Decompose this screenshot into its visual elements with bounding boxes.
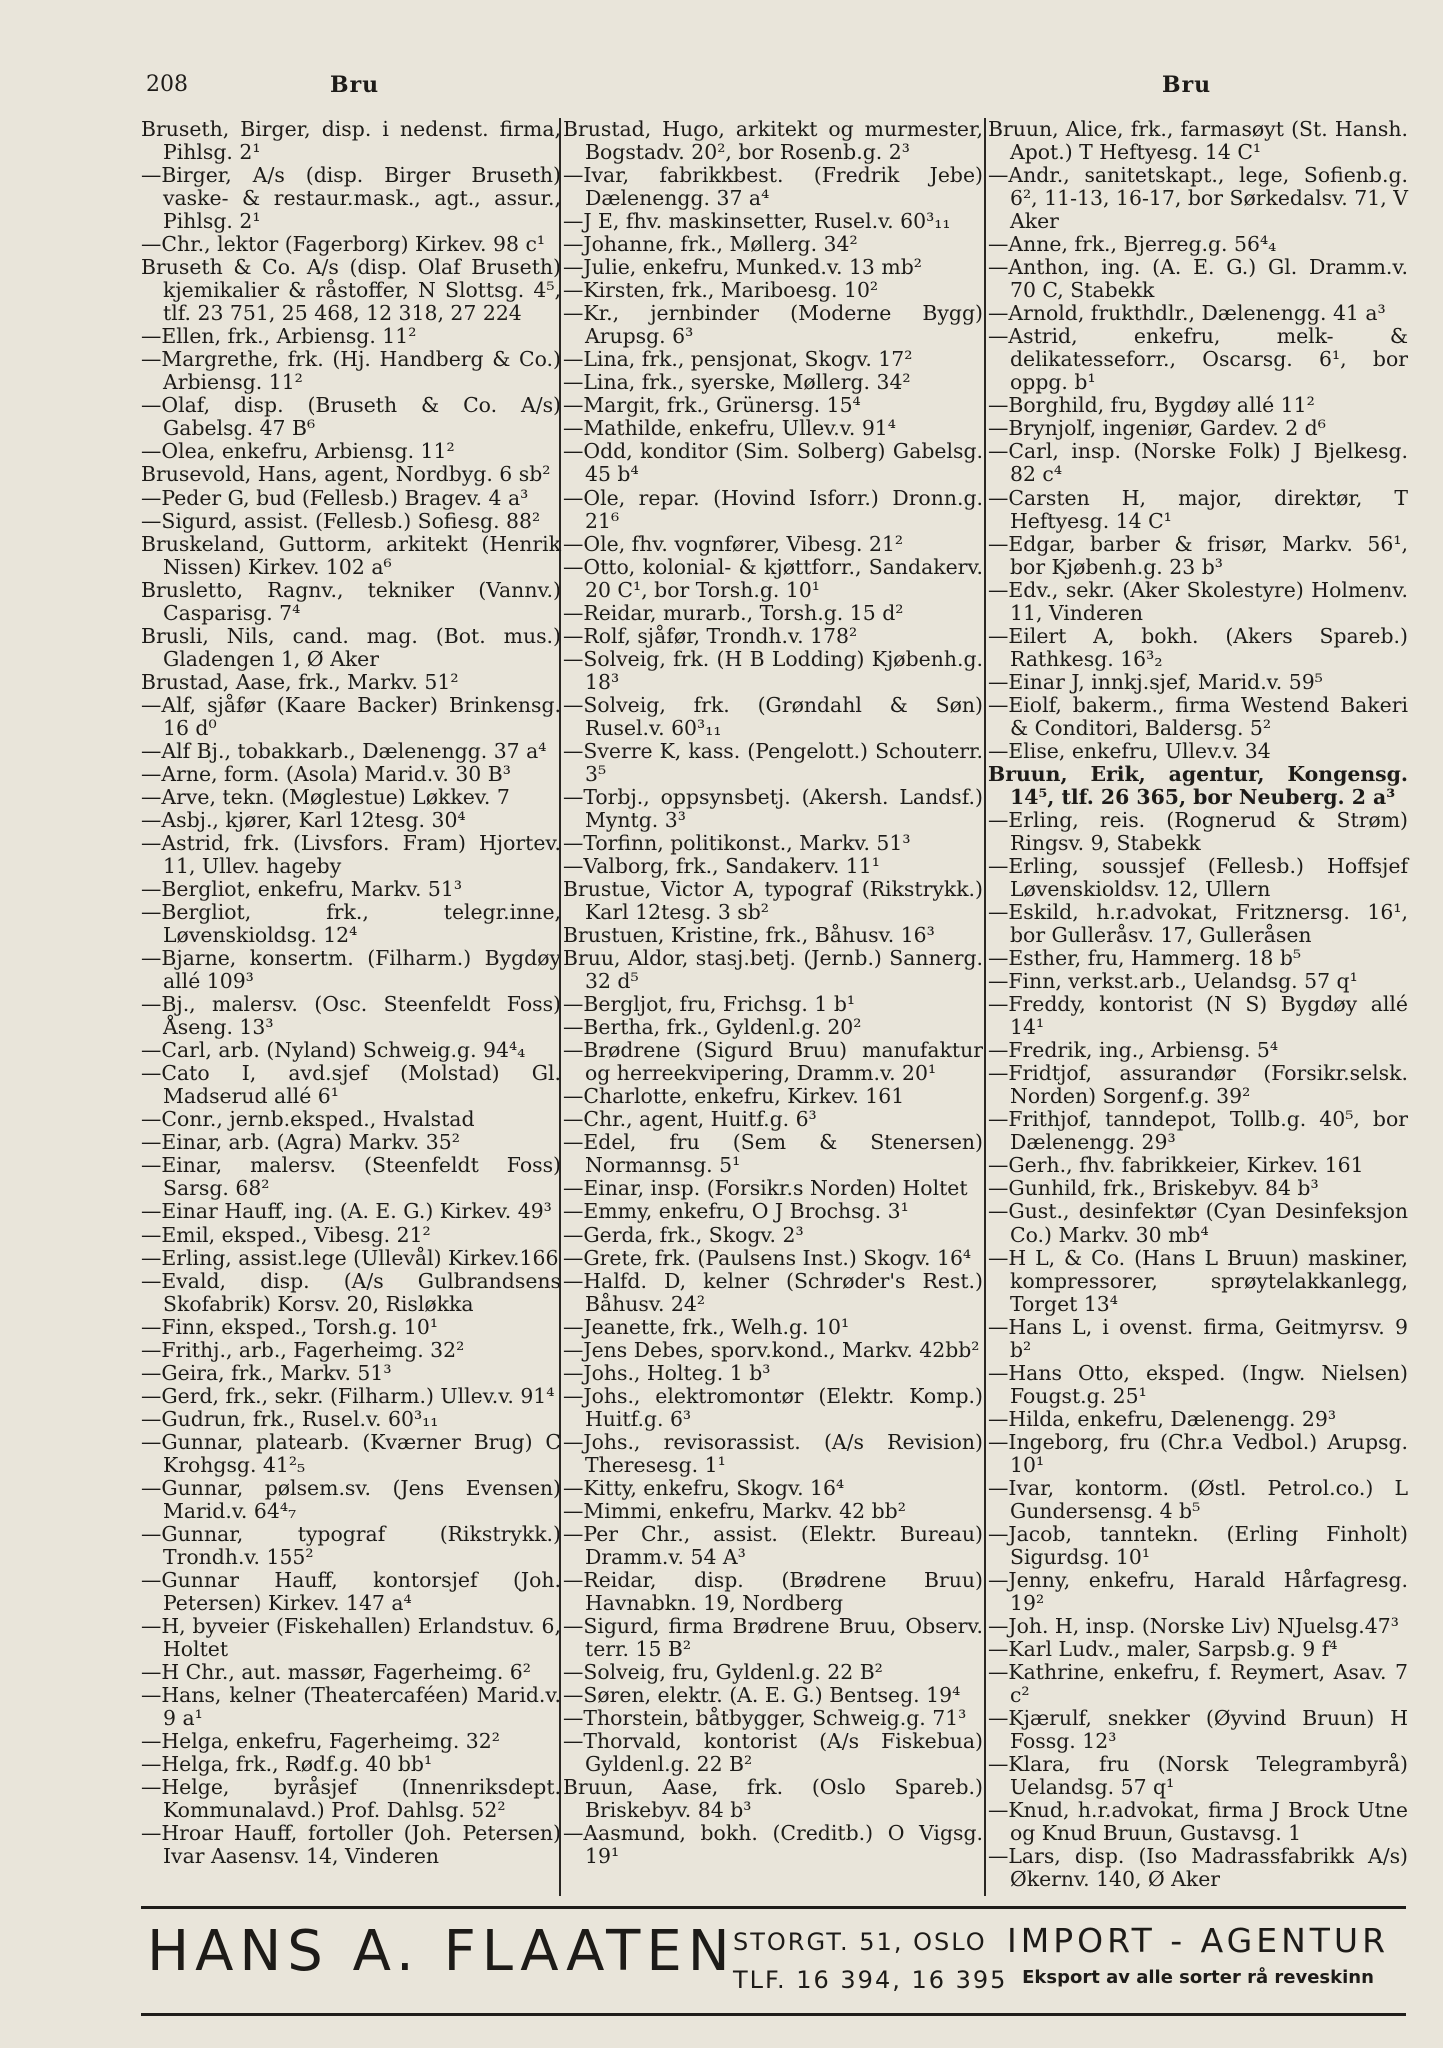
directory-entry: —Eskild, h.r.advokat, Fritznersg. 16¹, bor Gulleråsv. 17, Gulleråsen	[988, 900, 1408, 948]
directory-entry: —Karl Ludv., maler, Sarpsb.g. 9 f⁴	[988, 1637, 1338, 1662]
directory-entry: —Gunhild, frk., Briskebyv. 84 b³	[988, 1176, 1319, 1201]
directory-entry: Bruu, Aldor, stasj.betj. (Jernb.) Sannerg. 32 d⁵	[563, 946, 983, 994]
directory-entry: —Gerda, frk., Skogv. 2³	[563, 1222, 804, 1247]
directory-entry: —Thorvald, kontorist (A/s Fiskebua) Gyldenl.g. 22 B²	[563, 1729, 983, 1777]
directory-entry: Bruseth, Birger, disp. i nedenst. firma, Pihlsg. 2¹	[141, 117, 561, 165]
directory-entry: —Eilert A, bokh. (Akers Spareb.) Rathkesg. 16³₂	[988, 623, 1408, 671]
directory-entry: —Kitty, enkefru, Skogv. 16⁴	[563, 1475, 845, 1500]
directory-entry: —Ole, repar. (Hovind Isforr.) Dronn.g. 21⁶	[563, 485, 983, 533]
directory-entry: —Geira, frk., Markv. 51³	[141, 1360, 392, 1385]
directory-entry: —Asbj., kjører, Karl 12tesg. 30⁴	[141, 807, 466, 832]
directory-entry: —Halfd. D, kelner (Schrøder's Rest.) Båhusv. 24²	[563, 1268, 983, 1316]
directory-entry: —Chr., agent, Huitf.g. 6³	[563, 1107, 817, 1132]
directory-entry: —Gerd, frk., sekr. (Filharm.) Ullev.v. 91⁴	[141, 1383, 555, 1408]
ad-export-line: Eksport av alle sorter rå reveskinn	[1022, 1967, 1374, 1988]
directory-entry: —Mathilde, enkefru, Ullev.v. 91⁴	[563, 416, 896, 441]
directory-entry: —Grete, frk. (Paulsens Inst.) Skogv. 16⁴	[563, 1245, 972, 1270]
directory-entry: —J E, fhv. maskinsetter, Rusel.v. 60³₁₁	[563, 209, 951, 234]
directory-entry: —Hilda, enkefru, Dælenengg. 29³	[988, 1406, 1337, 1431]
directory-entry: —Kathrine, enkefru, f. Reymert, Asav. 7 c²	[988, 1660, 1408, 1708]
directory-entry: —Joh. H, insp. (Norske Liv) NJuelsg.47³	[988, 1614, 1399, 1639]
ad-address	[733, 1923, 1007, 1999]
directory-entry: Bruskeland, Guttorm, arkitekt (Henrik Nissen) Kirkev. 102 a⁶	[141, 531, 561, 579]
directory-entry: —Erling, reis. (Rognerud & Strøm) Ringsv. 9, Stabekk	[988, 807, 1408, 855]
directory-entry: —Brynjolf, ingeniør, Gardev. 2 d⁶	[988, 416, 1326, 441]
directory-entry: —Bergliot, frk., telegr.inne, Løvenskioldsg. 12⁴	[141, 900, 561, 948]
directory-entry: —Edv., sekr. (Aker Skolestyre) Holmenv. 11, Vinderen	[988, 577, 1408, 625]
directory-entry: —Einar Hauff, ing. (A. E. G.) Kirkev. 49³	[141, 1199, 552, 1224]
directory-entry: —Conr., jernb.eksped., Hvalstad	[141, 1107, 475, 1132]
directory-entry: —Johs., revisorassist. (A/s Revision) Theresesg. 1¹	[563, 1429, 983, 1477]
directory-entry: —Elise, enkefru, Ullev.v. 34	[988, 738, 1271, 763]
directory-entry: Brustuen, Kristine, frk., Båhusv. 16³	[563, 923, 935, 948]
directory-entry: —Gunnar Hauff, kontorsjef (Joh. Petersen) Kirkev. 147 a⁴	[141, 1567, 561, 1615]
directory-entry: —Torfinn, politikonst., Markv. 51³	[563, 830, 911, 855]
directory-entry: —Klara, fru (Norsk Telegrambyrå) Uelandsg. 57 q¹	[988, 1752, 1408, 1800]
directory-entry: —Hroar Hauff, fortoller (Joh. Petersen) Ivar Aasensv. 14, Vinderen	[141, 1821, 561, 1869]
directory-entry: —Olea, enkefru, Arbiensg. 11²	[141, 439, 455, 464]
directory-entry: —Frithjof, tanndepot, Tollb.g. 40⁵, bor Dælenengg. 29³	[988, 1107, 1408, 1155]
directory-entry: —Jacob, tanntekn. (Erling Finholt) Sigurdsg. 10¹	[988, 1521, 1408, 1569]
directory-entry: —Olaf, disp. (Bruseth & Co. A/s) Gabelsg. 47 B⁶	[141, 393, 561, 441]
running-head-right: Bru	[1162, 72, 1212, 98]
directory-entry: Brustue, Victor A, typograf (Rikstrykk.) Karl 12tesg. 3 sb²	[563, 877, 983, 925]
directory-entry: —Bertha, frk., Gyldenl.g. 20²	[563, 1015, 862, 1040]
directory-entry: Brustad, Aase, frk., Markv. 51²	[141, 669, 459, 694]
directory-entry: —Bj., malersv. (Osc. Steenfeldt Foss) Åseng. 13³	[141, 992, 561, 1040]
page-header	[0, 72, 1443, 108]
directory-entry: —Solveig, frk. (H B Lodding) Kjøbenh.g. 18³	[563, 646, 983, 694]
page-number: 208	[146, 72, 188, 97]
directory-entry: Bruun, Alice, frk., farmasøyt (St. Hansh. Apot.) T Heftyesg. 14 C¹	[988, 117, 1408, 165]
directory-column-2	[563, 118, 983, 1868]
directory-entry: —Margrethe, frk. (Hj. Handberg & Co.) Arbiensg. 11²	[141, 347, 561, 395]
directory-entry: —Hans, kelner (Theatercaféen) Marid.v. 9 a¹	[141, 1683, 561, 1731]
directory-entry: —Erling, soussjef (Fellesb.) Hoffsjef Løvenskioldsv. 12, Ullern	[988, 854, 1408, 902]
directory-entry: Bruun, Erik, agentur, Kongensg. 14⁵, tlf. 26 365, bor Neuberg. 2 a³	[988, 761, 1408, 809]
directory-entry: —Cato I, avd.sjef (Molstad) Gl. Madserud allé 6¹	[141, 1061, 561, 1109]
directory-entry: Brusevold, Hans, agent, Nordbyg. 6 sb²	[141, 462, 551, 487]
directory-entry: —Ellen, frk., Arbiensg. 11²	[141, 324, 417, 349]
directory-entry: —Lina, frk., syerske, Møllerg. 34²	[563, 370, 911, 395]
directory-entry: —Peder G, bud (Fellesb.) Bragev. 4 a³	[141, 485, 529, 510]
directory-entry: —Jens Debes, sporv.kond., Markv. 42bb²	[563, 1337, 980, 1362]
directory-entry: —Einar, malersv. (Steenfeldt Foss) Sarsg. 68²	[141, 1153, 561, 1201]
advertisement-banner	[141, 1906, 1406, 2016]
directory-entry: —Carsten H, major, direktør, T Heftyesg. 14 C¹	[988, 485, 1408, 533]
directory-entry: —Odd, konditor (Sim. Solberg) Gabelsg. 45 b⁴	[563, 439, 983, 487]
directory-entry: —Kjærulf, snekker (Øyvind Bruun) H Fossg. 12³	[988, 1706, 1408, 1754]
directory-entry: —Chr., lektor (Fagerborg) Kirkev. 98 c¹	[141, 232, 546, 257]
running-head-left: Bru	[330, 72, 380, 98]
directory-entry: —Valborg, frk., Sandakerv. 11¹	[563, 854, 880, 878]
directory-entry: —Ole, fhv. vognfører, Vibesg. 21²	[563, 531, 904, 556]
directory-entry: Brusletto, Ragnv., tekniker (Vannv.) Casparisg. 7⁴	[141, 577, 561, 625]
directory-entry: —Ingeborg, fru (Chr.a Vedbol.) Arupsg. 10¹	[988, 1429, 1408, 1477]
directory-entry: —Søren, elektr. (A. E. G.) Bentseg. 19⁴	[563, 1683, 961, 1708]
directory-entry: —Einar, insp. (Forsikr.s Norden) Holtet	[563, 1176, 968, 1201]
directory-entry: —Lina, frk., pensjonat, Skogv. 17²	[563, 347, 913, 372]
ad-phone-line: TLF. 16 394, 16 395	[733, 1966, 1008, 1994]
ad-business-type	[993, 1919, 1403, 1993]
ad-company-name: HANS A. FLAATEN	[147, 1919, 736, 1984]
directory-entry: —Johs., Holteg. 1 b³	[563, 1360, 771, 1385]
directory-entry: —Einar, arb. (Agra) Markv. 35²	[141, 1130, 460, 1155]
ad-import-label: IMPORT - AGENTUR	[1007, 1921, 1389, 1960]
directory-entry: —Solveig, frk. (Grøndahl & Søn) Rusel.v. 60³₁₁	[563, 692, 983, 740]
directory-entry: —Rolf, sjåfør, Trondh.v. 178²	[563, 623, 858, 648]
directory-entry: —Johs., elektromontør (Elektr. Komp.) Huitf.g. 6³	[563, 1383, 983, 1431]
directory-column-1	[141, 118, 561, 1868]
directory-entry: —Bjarne, konsertm. (Filharm.) Bygdøy allé 109³	[141, 946, 561, 994]
directory-entry: —Torbj., oppsynsbetj. (Akersh. Landsf.) Myntg. 3³	[563, 784, 983, 832]
column-divider	[984, 118, 986, 1896]
directory-entry: —H, byveier (Fiskehallen) Erlandstuv. 6, Holtet	[141, 1614, 561, 1662]
directory-entry: —Evald, disp. (A/s Gulbrandsens Skofabrik) Korsv. 20, Risløkka	[141, 1268, 561, 1316]
directory-entry: —Astrid, frk. (Livsfors. Fram) Hjortev. 11, Ullev. hageby	[141, 830, 561, 878]
directory-entry: —Alf Bj., tobakkarb., Dælenengg. 37 a⁴	[141, 738, 547, 763]
directory-entry: —Andr., sanitetskapt., lege, Sofienb.g. 6², 11-13, 16-17, bor Sørkedalsv. 71, V Aker	[988, 163, 1408, 234]
directory-entry: —Anne, frk., Bjerreg.g. 56⁴₄	[988, 232, 1277, 257]
directory-entry: —Anthon, ing. (A. E. G.) Gl. Dramm.v. 70 C, Stabekk	[988, 255, 1408, 303]
directory-entry: —Gudrun, frk., Rusel.v. 60³₁₁	[141, 1406, 439, 1431]
directory-entry: —Mimmi, enkefru, Markv. 42 bb²	[563, 1498, 906, 1523]
directory-entry: —Edel, fru (Sem & Stenersen) Normannsg. 5¹	[563, 1130, 983, 1178]
directory-entry: —Freddy, kontorist (N S) Bygdøy allé 14¹	[988, 992, 1408, 1040]
directory-entry: Brustad, Hugo, arkitekt og murmester, Bogstadv. 20², bor Rosenb.g. 2³	[563, 117, 983, 165]
directory-entry: —Bergliot, enkefru, Markv. 51³	[141, 877, 463, 902]
directory-entry: —H L, & Co. (Hans L Bruun) maskiner, kompressorer, sprøytelakkanlegg, Torget 13⁴	[988, 1245, 1408, 1316]
directory-entry: —Jenny, enkefru, Harald Hårfagresg. 19²	[988, 1567, 1408, 1615]
directory-entry: Brusli, Nils, cand. mag. (Bot. mus.) Gladengen 1, Ø Aker	[141, 623, 561, 671]
directory-entry: —Helge, byråsjef (Innenriksdept. Kommunalavd.) Prof. Dahlsg. 52²	[141, 1775, 561, 1823]
directory-entry: —Ivar, fabrikkbest. (Fredrik Jebe) Dælenengg. 37 a⁴	[563, 163, 983, 211]
directory-entry: —Reidar, murarb., Torsh.g. 15 d²	[563, 600, 904, 625]
directory-entry: —Sigurd, firma Brødrene Bruu, Observ. terr. 15 B²	[563, 1614, 983, 1662]
directory-entry: —Solveig, fru, Gyldenl.g. 22 B²	[563, 1660, 883, 1685]
directory-entry: —Kirsten, frk., Mariboesg. 10²	[563, 278, 879, 303]
directory-entry: —Helga, enkefru, Fagerheimg. 32²	[141, 1729, 500, 1754]
directory-entry: —Hans Otto, eksped. (Ingw. Nielsen) Fougst.g. 25¹	[988, 1360, 1408, 1408]
directory-column-3	[988, 118, 1408, 1891]
directory-entry: —Birger, A/s (disp. Birger Bruseth) vaske- & restaur.mask., agt., assur., Pihlsg. 2¹	[141, 163, 561, 234]
directory-entry: —Reidar, disp. (Brødrene Bruu) Havnabkn. 19, Nordberg	[563, 1567, 983, 1615]
directory-entry: —Brødrene (Sigurd Bruu) manufaktur og herreekvipering, Dramm.v. 20¹	[563, 1038, 983, 1086]
directory-entry: —Kr., jernbinder (Moderne Bygg) Arupsg. 6³	[563, 301, 983, 349]
directory-entry: —Finn, eksped., Torsh.g. 10¹	[141, 1314, 439, 1339]
directory-entry: —Fridtjof, assurandør (Forsikr.selsk. Norden) Sorgenf.g. 39²	[988, 1061, 1408, 1109]
directory-entry: —Erling, assist.lege (Ullevål) Kirkev.166	[141, 1245, 559, 1270]
directory-entry: —Knud, h.r.advokat, firma J Brock Utne og Knud Bruun, Gustavsg. 1	[988, 1798, 1408, 1846]
directory-entry: —Arnold, frukthdlr., Dælenengg. 41 a³	[988, 301, 1386, 326]
directory-entry: Bruun, Aase, frk. (Oslo Spareb.) Briskebyv. 84 b³	[563, 1775, 983, 1823]
directory-entry: —Per Chr., assist. (Elektr. Bureau) Dramm.v. 54 A³	[563, 1521, 983, 1569]
directory-entry: —Margit, frk., Grünersg. 15⁴	[563, 393, 861, 418]
ad-address-line: STORGT. 51, OSLO	[733, 1928, 987, 1956]
directory-entry: —Helga, frk., Rødf.g. 40 bb¹	[141, 1752, 433, 1777]
directory-entry: —Lars, disp. (Iso Madrassfabrikk A/s) Økernv. 140, Ø Aker	[988, 1844, 1408, 1892]
directory-entry: —Emil, eksped., Vibesg. 21²	[141, 1222, 431, 1247]
directory-entry: —Gust., desinfektør (Cyan Desinfeksjon Co.) Markv. 30 mb⁴	[988, 1199, 1408, 1247]
directory-entry: —Einar J, innkj.sjef, Marid.v. 59⁵	[988, 669, 1323, 694]
directory-entry: —Astrid, enkefru, melk- & delikatesseforr., Oscarsg. 6¹, bor oppg. b¹	[988, 324, 1408, 395]
directory-entry: —H Chr., aut. massør, Fagerheimg. 6²	[141, 1660, 531, 1685]
directory-entry: —Hans L, i ovenst. firma, Geitmyrsv. 9 b²	[988, 1314, 1408, 1362]
directory-entry: —Finn, verkst.arb., Uelandsg. 57 q¹	[988, 969, 1358, 994]
directory-entry: —Sverre K, kass. (Pengelott.) Schouterr. 3⁵	[563, 738, 983, 786]
directory-entry: —Aasmund, bokh. (Creditb.) O Vigsg. 19¹	[563, 1821, 983, 1869]
directory-entry: —Arve, tekn. (Møglestue) Løkkev. 7	[141, 784, 510, 809]
directory-entry: —Johanne, frk., Møllerg. 34²	[563, 232, 858, 257]
directory-entry: —Thorstein, båtbygger, Schweig.g. 71³	[563, 1706, 967, 1731]
directory-entry: —Eiolf, bakerm., firma Westend Bakeri & Conditori, Baldersg. 5²	[988, 692, 1408, 740]
directory-entry: —Ivar, kontorm. (Østl. Petrol.co.) L Gundersensg. 4 b⁵	[988, 1475, 1408, 1523]
directory-entry: —Gunnar, typograf (Rikstrykk.) Trondh.v. 155²	[141, 1521, 561, 1569]
directory-entry: —Arne, form. (Asola) Marid.v. 30 B³	[141, 761, 511, 786]
directory-entry: —Frithj., arb., Fagerheimg. 32²	[141, 1337, 465, 1362]
directory-entry: —Gerh., fhv. fabrikkeier, Kirkev. 161	[988, 1153, 1364, 1178]
directory-entry: —Sigurd, assist. (Fellesb.) Sofiesg. 88²	[141, 508, 541, 533]
directory-entry: Bruseth & Co. A/s (disp. Olaf Bruseth) kjemikalier & råstoffer, N Slottsg. 4⁵, tlf. 23 751, 25 468, 12 318, 27 224	[141, 255, 561, 326]
directory-entry: —Carl, insp. (Norske Folk) J Bjelkesg. 82 c⁴	[988, 439, 1408, 487]
directory-entry: —Borghild, fru, Bygdøy allé 11²	[988, 393, 1315, 418]
directory-entry: —Fredrik, ing., Arbiensg. 5⁴	[988, 1038, 1279, 1063]
directory-entry: —Julie, enkefru, Munked.v. 13 mb²	[563, 255, 922, 280]
directory-entry: —Otto, kolonial- & kjøttforr., Sandakerv. 20 C¹, bor Torsh.g. 10¹	[563, 554, 983, 602]
directory-entry: —Jeanette, frk., Welh.g. 10¹	[563, 1314, 850, 1339]
directory-entry: —Charlotte, enkefru, Kirkev. 161	[563, 1084, 905, 1109]
directory-entry: —Esther, fru, Hammerg. 18 b⁵	[988, 946, 1302, 971]
directory-entry: —Carl, arb. (Nyland) Schweig.g. 94⁴₄	[141, 1038, 526, 1063]
directory-entry: —Gunnar, platearb. (Kværner Brug) C Krohgsg. 41²₅	[141, 1429, 561, 1477]
directory-entry: —Edgar, barber & frisør, Markv. 56¹, bor Kjøbenh.g. 23 b³	[988, 531, 1408, 579]
directory-entry: —Gunnar, pølsem.sv. (Jens Evensen) Marid.v. 64⁴₇	[141, 1475, 561, 1523]
directory-entry: —Alf, sjåfør (Kaare Backer) Brinkensg. 16 d⁰	[141, 692, 561, 740]
directory-entry: —Emmy, enkefru, O J Brochsg. 3¹	[563, 1199, 909, 1224]
directory-entry: —Bergljot, fru, Frichsg. 1 b¹	[563, 992, 856, 1017]
